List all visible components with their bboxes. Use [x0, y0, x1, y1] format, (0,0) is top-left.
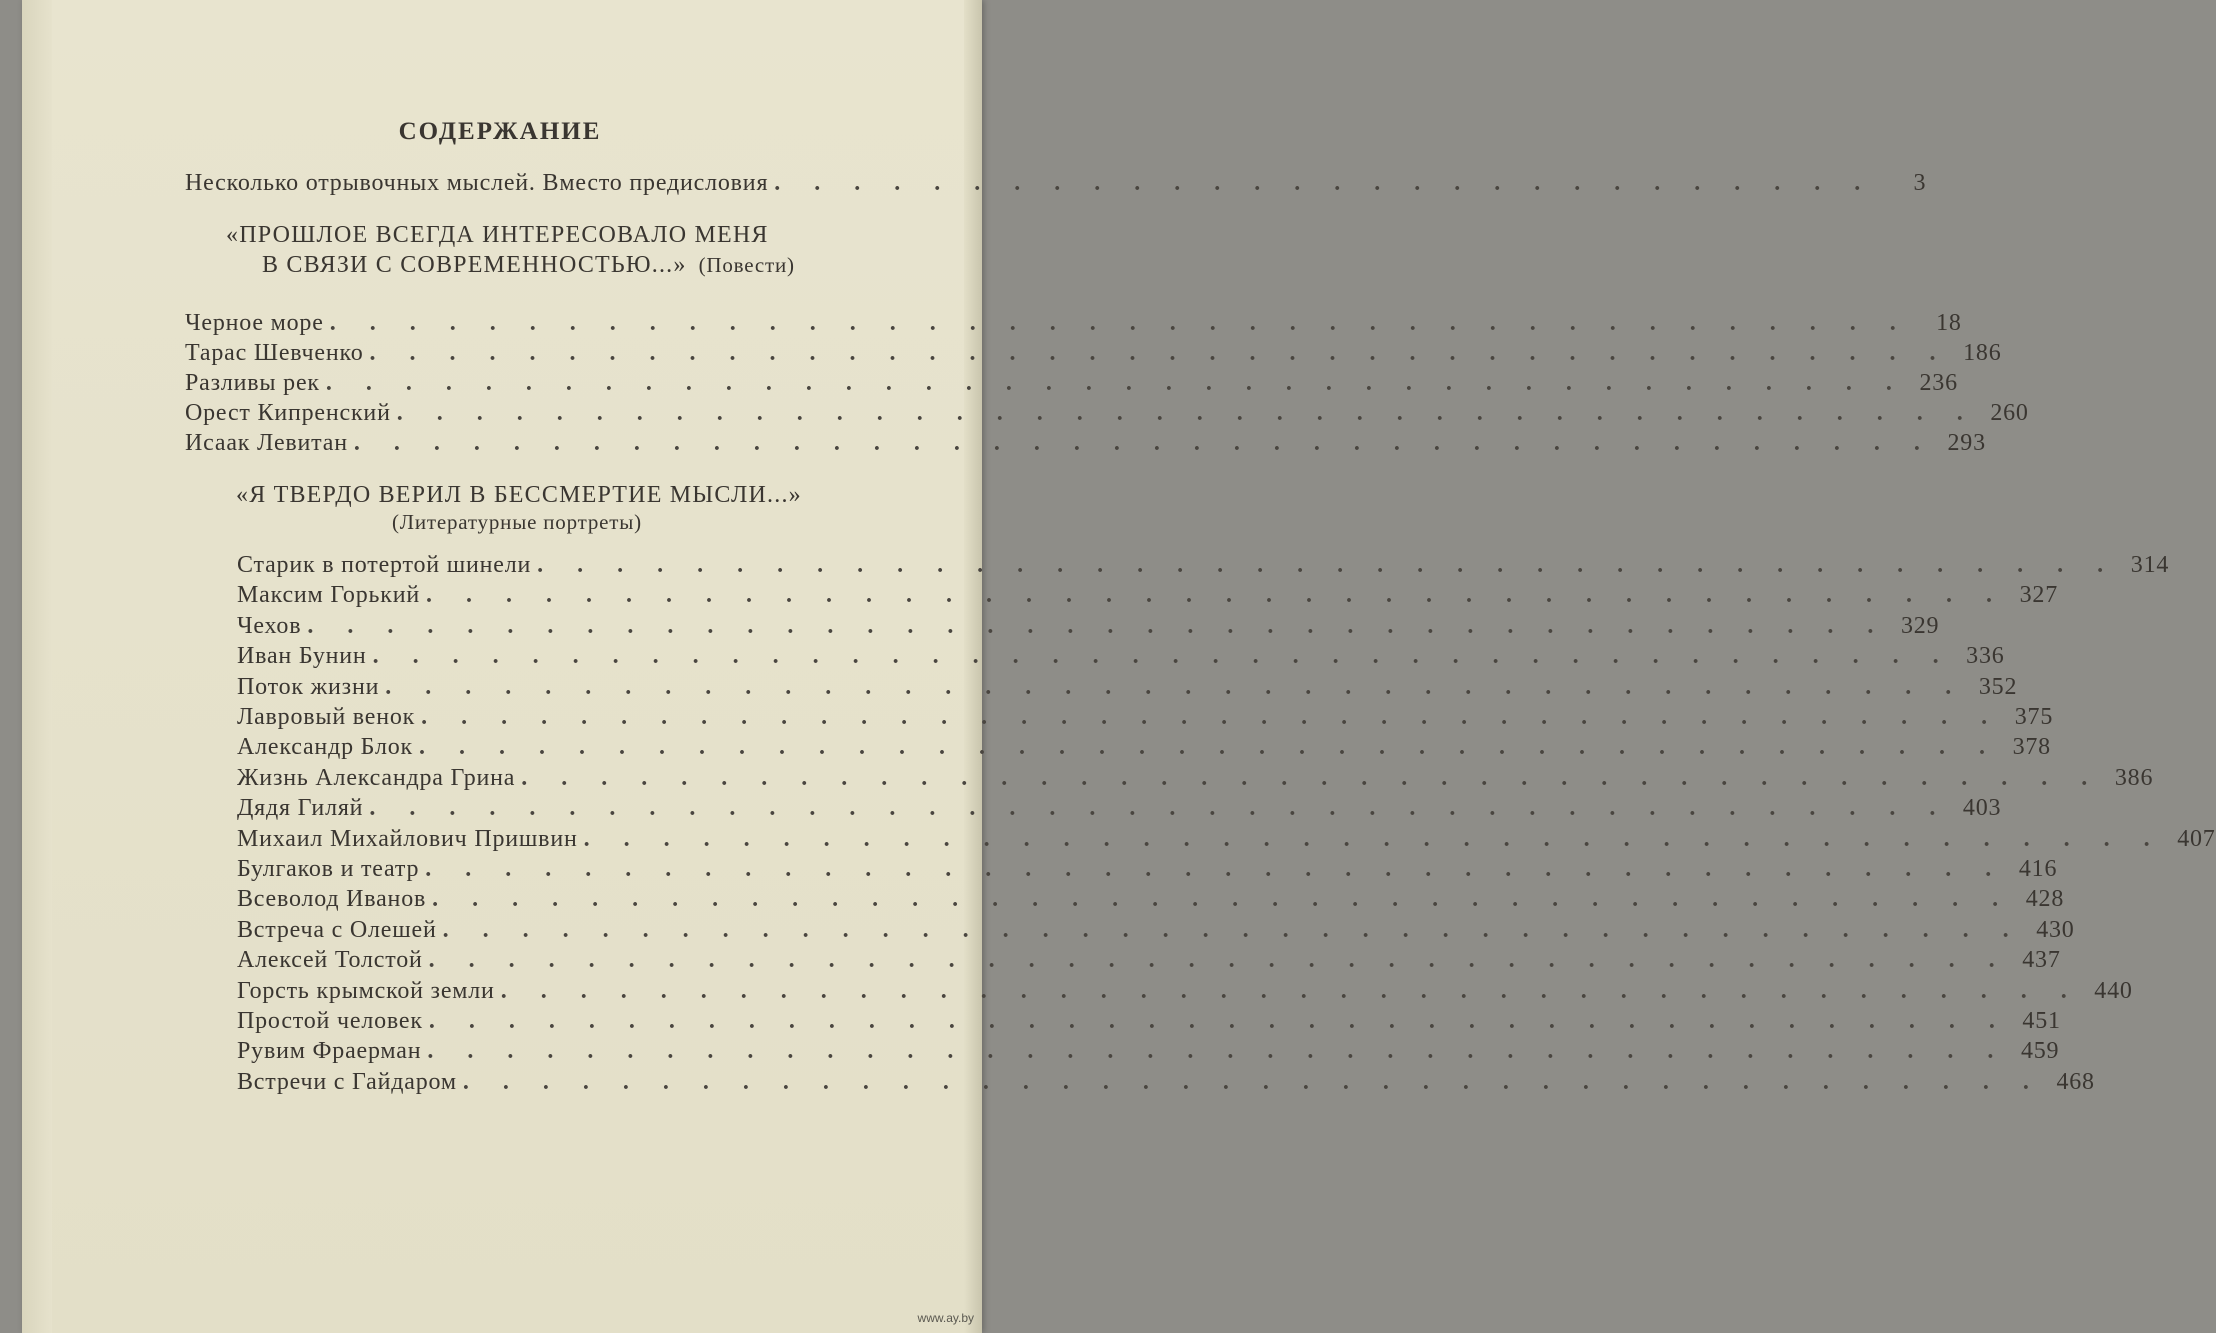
toc-entry	[237, 612, 1940, 640]
toc-entry	[185, 340, 2002, 367]
toc-entry-label: Исаак Левитан	[185, 430, 348, 456]
watermark: www.ay.by	[917, 1311, 974, 1325]
toc-entry-page: 236	[1919, 370, 1958, 396]
dot-leader: . . . . . . . . . . . . . . . . . . . . . . . . . . . . . . . . . . . . . . . .	[369, 340, 1950, 366]
dot-leader: . . . . . . . . . . . . . . . . . . . . . . . . . . . . . . . . . . . . . . . .	[369, 795, 1950, 822]
toc-entry-page: 403	[1962, 795, 2002, 822]
dot-leader: . . . . . . . . . . . . . . . . . . . . . . . . . . . .	[774, 170, 1875, 196]
toc-entry-page: 428	[2025, 886, 2065, 913]
toc-entry-page: 437	[2022, 947, 2061, 974]
dot-leader: . . . . . . . . . . . . . . . . . . . . . . . . . . . . . . . . . . . . . . . .	[537, 552, 2118, 578]
toc-entry-label: Булгаков и театр	[237, 856, 420, 882]
toc-entry-page: 314	[2130, 552, 2170, 578]
dot-leader: . . . . . . . . . . . . . . . . . . . . . . . . . . . . . . . . . . . . . . . .	[325, 370, 1906, 396]
toc-entry-intro	[185, 170, 1927, 197]
dot-leader: . . . . . . . . . . . . . . . . . . . . . . . . . . . . . . . . . . . . . . . .	[428, 1008, 2009, 1034]
toc-entry	[237, 947, 2061, 974]
dot-leader: . . . . . . . . . . . . . . . . . . . . . . . . . . . . . . . . . . . . . . . .	[427, 1038, 2008, 1065]
dot-leader: . . . . . . . . . . . . . . . . . . . . . . . . . . . . . . . . . . . . . . . .	[396, 400, 1977, 426]
toc-entry-page: 378	[2012, 734, 2051, 761]
dot-leader: . . . . . . . . . . . . . . . . . . . . . . . . . . . . . . . . . . . . . . . .	[428, 947, 2009, 974]
dot-leader: . . . . . . . . . . . . . . . . . . . . . . . . . . . . . . . . . . . . . . . .	[418, 734, 1999, 761]
dot-leader: . . . . . . . . . . . . . . . . . . . . . . . . . . . . . . . . . . . . . . . .	[521, 764, 2102, 791]
toc-entry-page: 352	[1978, 673, 2018, 700]
toc-entry-page: 407	[2177, 825, 2216, 852]
section2-heading: «Я ТВЕРДО ВЕРИЛ В БЕССМЕРТИЕ МЫСЛИ...»	[236, 482, 802, 508]
toc-entry-label: Дядя Гиляй	[237, 795, 364, 822]
toc-entry-label: Иван Бунин	[237, 643, 367, 670]
toc-entry-label: Жизнь Александра Грина	[237, 764, 516, 791]
toc-entry-page: 459	[2020, 1038, 2060, 1065]
section1-heading-line2: В СВЯЗИ С СОВРЕМЕННОСТЬЮ...»	[262, 252, 687, 278]
dot-leader: . . . . . . . . . . . . . . . . . . . . . . . . . . . . . . . . . . . . . . . .	[426, 582, 2006, 609]
dot-leader: . . . . . . . . . . . . . . . . . . . . . . . . . . . . . . . . . . . . . . . .	[307, 612, 1888, 639]
dot-leader: . . . . . . . . . . . . . . . . . . . . . . . . . . . . . . . . . . . . . . . .	[583, 825, 2164, 852]
toc-entry-label: Тарас Шевченко	[185, 340, 364, 366]
toc-entry	[237, 1038, 2060, 1065]
toc-entry-page: 336	[1966, 643, 2005, 670]
toc-entry	[237, 1008, 2061, 1035]
toc-entry-page: 186	[1963, 340, 2002, 366]
toc-entry-page: 18	[1936, 310, 1962, 336]
toc-entry	[237, 795, 2002, 822]
toc-entry-label: Орест Кипренский	[185, 400, 391, 426]
toc-entry-label: Лавровый венок	[237, 704, 416, 730]
contents-title: СОДЕРЖАНИЕ	[398, 118, 602, 145]
toc-entry-label: Александр Блок	[237, 734, 413, 761]
toc-entry	[185, 400, 2029, 427]
toc-entry	[185, 430, 1986, 457]
toc-entry-page: 260	[1990, 400, 2029, 426]
toc-entry	[237, 916, 2075, 944]
section1-heading-line1: «ПРОШЛОЕ ВСЕГДА ИНТЕРЕСОВАЛО МЕНЯ	[226, 222, 769, 248]
toc-entry	[185, 310, 1962, 337]
toc-entry-label: Максим Горький	[237, 582, 420, 609]
toc-entry-page: 386	[2114, 764, 2154, 791]
toc-entry-label: Разливы рек	[185, 370, 320, 396]
toc-entry-label: Черное море	[185, 310, 324, 336]
toc-entry-label: Горсть крымской земли	[237, 977, 495, 1004]
toc-entry-page: 375	[2014, 704, 2054, 730]
dot-leader: . . . . . . . . . . . . . . . . . . . . . . . . . . . . . . . . . . . . . . . .	[385, 673, 1966, 700]
toc-entry-label: Алексей Толстой	[237, 947, 423, 974]
toc-entry-page: 327	[2019, 582, 2058, 609]
toc-entry	[237, 977, 2133, 1005]
toc-entry-label: Встречи с Гайдаром	[237, 1068, 457, 1095]
toc-entry	[237, 856, 2058, 883]
dot-leader: . . . . . . . . . . . . . . . . . . . . . . . . . . . . . . . . . . . . . . . .	[372, 643, 1953, 670]
toc-entry-label: Рувим Фраерман	[237, 1038, 422, 1065]
toc-entry-label: Михаил Михайлович Пришвин	[237, 825, 578, 852]
dot-leader: . . . . . . . . . . . . . . . . . . . . . . . . . . . . . . . . . . . . . . . .	[421, 704, 2002, 730]
page-spine-shadow	[22, 0, 52, 1333]
toc-entry	[185, 370, 1958, 397]
toc-entry	[237, 673, 2018, 701]
toc-entry	[237, 552, 2170, 579]
dot-leader: . . . . . . . . . . . . . . . . . . . . . . . . . . . . . . . . . . . . . . . .	[425, 856, 2006, 882]
toc-entry-label: Простой человек	[237, 1008, 423, 1034]
dot-leader: . . . . . . . . . . . . . . . . . . . . . . . . . . . . . . . . . . . . . . . .	[500, 977, 2081, 1004]
toc-entry-label: Чехов	[237, 612, 302, 639]
section1-heading-line2-wrap	[262, 252, 795, 279]
toc-entry-label: Несколько отрывочных мыслей. Вместо предисловия	[185, 170, 769, 196]
dot-leader: . . . . . . . . . . . . . . . . . . . . . . . . . . . . . . . . . . . . . . . .	[442, 916, 2023, 943]
toc-entry	[237, 764, 2154, 792]
toc-entry	[237, 734, 2051, 761]
toc-entry-label: Всеволод Иванов	[237, 886, 427, 913]
toc-entry-page: 416	[2018, 856, 2058, 882]
toc-entry-page: 440	[2094, 977, 2133, 1004]
toc-entry	[237, 704, 2054, 731]
section1-heading-note: (Повести)	[698, 253, 795, 277]
dot-leader: . . . . . . . . . . . . . . . . . . . . . . . . . . . . . . . . . . . . . . . .	[462, 1068, 2043, 1095]
toc-entry-label: Старик в потертой шинели	[237, 552, 532, 578]
dot-leader: . . . . . . . . . . . . . . . . . . . . . . . . . . . . . . . . . . . . . . . .	[432, 886, 2013, 913]
toc-entry	[237, 886, 2065, 913]
toc-entry-page: 468	[2056, 1068, 2095, 1095]
section2-subheading: (Литературные портреты)	[392, 510, 642, 534]
toc-entry-page: 451	[2022, 1008, 2061, 1034]
toc-entry	[237, 825, 2216, 853]
dot-leader: . . . . . . . . . . . . . . . . . . . . . . . . . . . . . . . . . . . . . . . .	[353, 430, 1934, 456]
toc-entry-label: Поток жизни	[237, 673, 380, 700]
toc-entry-page: 3	[1913, 170, 1927, 196]
dot-leader: . . . . . . . . . . . . . . . . . . . . . . . . . . . . . . . . . . . . . . . .	[329, 310, 1910, 336]
toc-entry	[237, 643, 2005, 670]
toc-entry-page: 430	[2036, 916, 2075, 943]
toc-entry-label: Встреча с Олешей	[237, 916, 437, 943]
toc-entry-page: 329	[1900, 612, 1940, 639]
toc-entry	[237, 582, 2058, 609]
toc-entry	[237, 1068, 2095, 1096]
toc-entry-page: 293	[1947, 430, 1986, 456]
